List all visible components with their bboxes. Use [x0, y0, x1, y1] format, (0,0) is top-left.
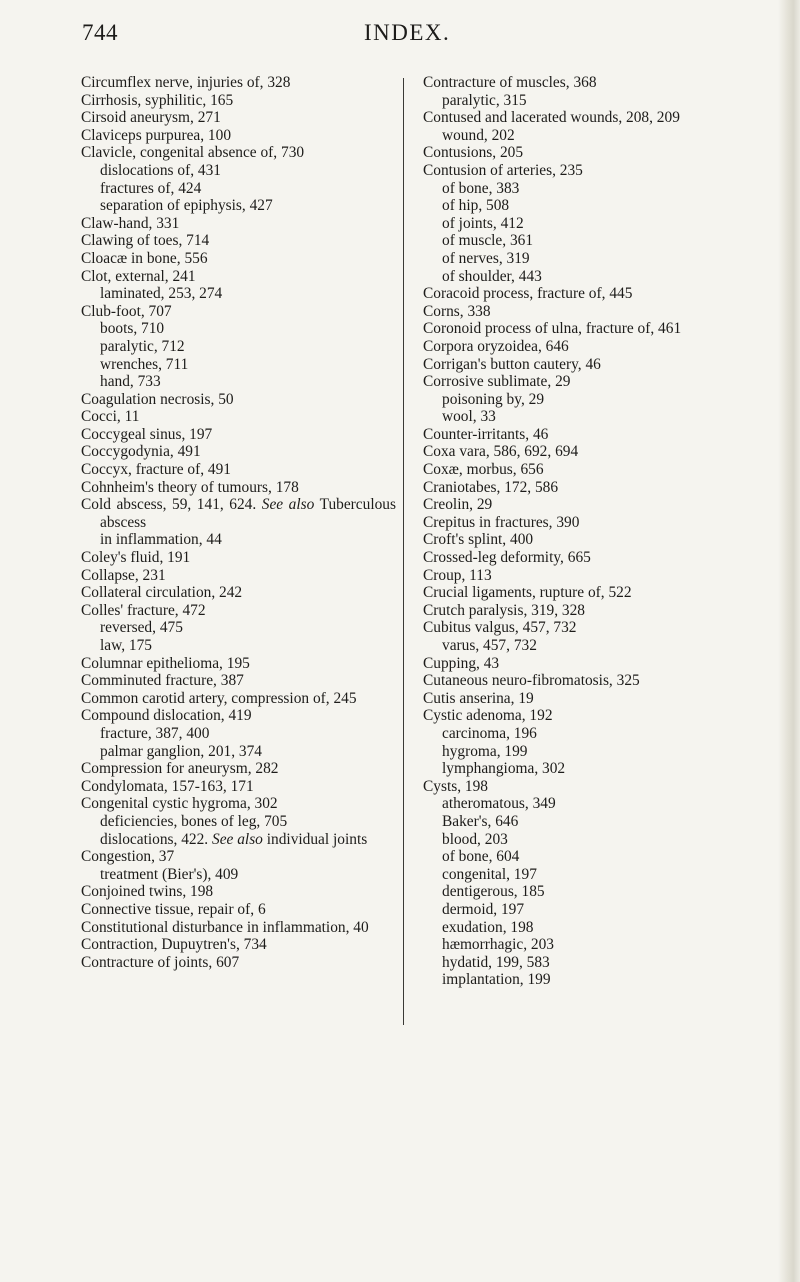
index-entry [423, 514, 763, 532]
index-entry [423, 373, 763, 391]
index-entry-text: Cohnheim's theory of tumours, 178 [81, 478, 299, 496]
index-entry [81, 180, 396, 198]
index-entry-text: Coccygeal sinus, 197 [81, 425, 213, 443]
index-entry-text: Cutaneous neuro-fibromatosis, 325 [423, 672, 640, 690]
index-entry [423, 144, 763, 162]
index-entry [423, 426, 763, 444]
index-entry [81, 338, 396, 356]
index-entry-text: wound, 202 [442, 126, 515, 144]
index-entry [423, 760, 763, 778]
index-entry [423, 496, 763, 514]
index-entry [81, 883, 396, 901]
index-entry-text: Conjoined twins, 198 [81, 883, 214, 901]
index-entry-text: wool, 33 [442, 408, 496, 426]
index-entry-text: Collapse, 231 [81, 566, 166, 584]
index-entry-text: Compression for aneurysm, 282 [81, 760, 279, 778]
index-entry [423, 954, 763, 972]
index-entry-text: Clot, external, 241 [81, 267, 196, 285]
index-entry-text: Croft's splint, 400 [423, 531, 534, 549]
index-entry-text: Corrigan's button cautery, 46 [423, 355, 601, 373]
index-entry [81, 901, 396, 919]
index-entry-text: Corrosive sublimate, 29 [423, 373, 571, 391]
index-entry [81, 725, 396, 743]
index-entry-text: Cloacæ in bone, 556 [81, 249, 208, 267]
index-entry [423, 602, 763, 620]
index-entry [423, 901, 763, 919]
index-entry-text: palmar ganglion, 201, 374 [100, 742, 262, 760]
index-entry-text: Claw-hand, 331 [81, 214, 180, 232]
index-entry-text: Contracture of joints, 607 [81, 953, 240, 971]
index-entry [81, 74, 396, 92]
index-entry [423, 778, 763, 796]
index-entry [423, 443, 763, 461]
index-entry-text: Corpora oryzoidea, 646 [423, 337, 569, 355]
index-entry [423, 303, 763, 321]
index-entry-text: hæmorrhagic, 203 [442, 936, 554, 954]
page-header [0, 20, 800, 60]
index-entry [81, 461, 396, 479]
index-entry-text: Columnar epithelioma, 195 [81, 654, 250, 672]
index-entry [81, 549, 396, 567]
index-entry [81, 637, 396, 655]
index-entry-text: of bone, 383 [442, 179, 520, 197]
index-column-right [423, 74, 763, 989]
index-entry-text: Cutis anserina, 19 [423, 689, 534, 707]
index-entry [423, 619, 763, 637]
index-entry-text: treatment (Bier's), 409 [100, 865, 239, 883]
index-entry [81, 795, 396, 813]
index-entry-text: Cubitus valgus, 457, 732 [423, 619, 577, 637]
index-entry-text: Congestion, 37 [81, 848, 175, 866]
index-entry-text: varus, 457, 732 [442, 637, 537, 654]
index-entry-text: wrenches, 711 [100, 355, 189, 373]
index-entry-text: boots, 710 [100, 320, 165, 338]
index-entry [81, 479, 396, 497]
index-entry [423, 743, 763, 761]
index-entry [81, 391, 396, 409]
index-entry-text: paralytic, 315 [442, 91, 527, 109]
index-entry-text: of shoulder, 443 [442, 267, 542, 285]
page-number: 744 [82, 20, 118, 45]
index-entry-text: of joints, 412 [442, 214, 524, 232]
index-entry [423, 74, 763, 92]
index-entry-text: Cold abscess, 59, 141, 624. [81, 496, 257, 514]
index-entry [81, 743, 396, 761]
index-entry-text: fracture, 387, 400 [100, 724, 210, 742]
index-entry-text: deficiencies, bones of leg, 705 [100, 812, 288, 830]
index-entry [423, 795, 763, 813]
index-entry [81, 162, 396, 180]
index-entry [423, 162, 763, 180]
index-entry-text: Colles' fracture, 472 [81, 601, 206, 619]
index-entry [81, 92, 396, 110]
index-entry [423, 180, 763, 198]
index-entry [423, 567, 763, 585]
see-also-reference: See also [212, 830, 263, 848]
index-entry-text: of nerves, 319 [442, 249, 530, 267]
index-entry-text: Cirsoid aneurysm, 271 [81, 109, 221, 127]
index-entry [423, 549, 763, 567]
index-entry [423, 92, 763, 110]
index-entry-text: Craniotabes, 172, 586 [423, 478, 559, 496]
see-also-target: individual joints [266, 830, 368, 848]
index-entry-text: of hip, 508 [442, 197, 510, 215]
index-entry-text: Cystic adenoma, 192 [423, 707, 553, 725]
index-entry [81, 567, 396, 585]
index-entry-text: hand, 733 [100, 373, 161, 391]
index-entry-text: hydatid, 199, 583 [442, 953, 550, 971]
running-head: INDEX. [364, 20, 451, 45]
index-entry [423, 338, 763, 356]
index-entry [81, 285, 396, 303]
column-divider [403, 78, 404, 1025]
index-entry-text: dislocations, 422. [100, 830, 209, 848]
index-entry-text: dermoid, 197 [442, 900, 525, 918]
index-entry-text: Coxæ, morbus, 656 [423, 461, 544, 479]
index-entry [81, 690, 396, 708]
index-entry-text: Club-foot, 707 [81, 302, 172, 320]
index-entry-text: Contraction, Dupuytren's, 734 [81, 936, 267, 954]
index-entry-text: paralytic, 712 [100, 337, 185, 355]
index-entry-text: Condylomata, 157-163, 171 [81, 777, 254, 795]
index-entry-text: Crutch paralysis, 319, 328 [423, 601, 586, 619]
index-entry-text: Croup, 113 [423, 566, 492, 584]
index-entry [81, 303, 396, 321]
index-entry [423, 285, 763, 303]
index-entry-text: poisoning by, 29 [442, 390, 545, 408]
index-entry-text: Coley's fluid, 191 [81, 549, 191, 567]
index-entry-text: separation of epiphysis, 427 [100, 197, 273, 215]
index-entry-text: Compound dislocation, 419 [81, 707, 252, 725]
index-entry [423, 637, 763, 655]
index-entry [81, 707, 396, 725]
index-entry [81, 954, 396, 972]
index-entry [423, 813, 763, 831]
index-entry [81, 584, 396, 602]
see-also-reference: See also [261, 496, 315, 514]
index-entry [423, 936, 763, 954]
index-entry [423, 672, 763, 690]
index-entry-text: laminated, 253, 274 [100, 285, 223, 303]
index-entry-text: implantation, 199 [442, 971, 551, 989]
index-entry-text: Cupping, 43 [423, 654, 500, 672]
index-entry [423, 320, 763, 338]
index-entry [81, 320, 396, 338]
index-entry [423, 690, 763, 708]
index-entry [81, 866, 396, 884]
index-entry [81, 655, 396, 673]
index-entry [81, 531, 396, 549]
index-entry [81, 144, 396, 162]
index-entry-text: carcinoma, 196 [442, 724, 537, 742]
index-entry-text: Cysts, 198 [423, 777, 488, 795]
index-entry [81, 250, 396, 268]
index-entry-text: reversed, 475 [100, 619, 183, 637]
index-entry-text: Coagulation necrosis, 50 [81, 390, 234, 408]
index-entry [423, 831, 763, 849]
page-edge-shadow [778, 0, 800, 1282]
index-entry-text: Crepitus in fractures, 390 [423, 513, 580, 531]
index-entry-text: hygroma, 199 [442, 742, 528, 760]
index-entry [423, 707, 763, 725]
index-entry-text: Baker's, 646 [442, 812, 519, 830]
index-entry-text: Congenital cystic hygroma, 302 [81, 795, 278, 813]
index-entry-text: Cirrhosis, syphilitic, 165 [81, 91, 234, 109]
index-entry [81, 602, 396, 620]
index-entry-text: Corns, 338 [423, 302, 491, 320]
index-entry [81, 672, 396, 690]
index-entry [423, 725, 763, 743]
index-entry [81, 619, 396, 637]
index-entry [81, 109, 396, 127]
index-entry-text: Contused and lacerated wounds, 208, 209 [423, 109, 680, 127]
index-entry [423, 197, 763, 215]
index-entry [81, 848, 396, 866]
index-entry-text: Contracture of muscles, 368 [423, 74, 597, 91]
index-entry-text: lymphangioma, 302 [442, 760, 566, 778]
index-entry [81, 443, 396, 461]
index-entry [423, 127, 763, 145]
index-entry [423, 268, 763, 286]
index-entry [423, 848, 763, 866]
index-entry-text: of bone, 604 [442, 848, 520, 866]
index-entry-text: dentigerous, 185 [442, 883, 545, 901]
index-entry [81, 496, 396, 531]
index-column-left [81, 74, 396, 971]
index-entry-text: Contusion of arteries, 235 [423, 161, 583, 179]
index-entry [81, 373, 396, 391]
index-entry [423, 531, 763, 549]
index-entry-text: Coccygodynia, 491 [81, 443, 201, 461]
index-entry-text: Coracoid process, fracture of, 445 [423, 285, 633, 303]
see-also-target: Tuberculous abscess [100, 496, 396, 531]
index-entry [81, 127, 396, 145]
index-entry [423, 356, 763, 374]
index-entry [423, 250, 763, 268]
index-entry-text: of muscle, 361 [442, 232, 534, 250]
index-entry-text: congenital, 197 [442, 865, 537, 883]
index-entry-text: dislocations of, 431 [100, 161, 221, 179]
index-entry [81, 268, 396, 286]
index-entry-text: Clavicle, congenital absence of, 730 [81, 144, 305, 162]
index-entry-text: Coronoid process of ulna, fracture of, 461 [423, 320, 682, 338]
index-entry [81, 813, 396, 831]
index-entry [81, 356, 396, 374]
index-entry [423, 919, 763, 937]
index-entry-text: fractures of, 424 [100, 179, 202, 197]
index-entry-text: Counter-irritants, 46 [423, 425, 549, 443]
index-entry-text: in inflammation, 44 [100, 531, 222, 549]
index-entry [423, 232, 763, 250]
index-entry-text: law, 175 [100, 637, 153, 654]
index-entry-text: Connective tissue, repair of, 6 [81, 900, 266, 918]
index-entry [423, 408, 763, 426]
index-entry-text: Crossed-leg deformity, 665 [423, 549, 591, 567]
index-entry [81, 919, 396, 937]
index-entry [423, 479, 763, 497]
index-entry [81, 778, 396, 796]
index-entry [81, 408, 396, 426]
index-entry [423, 391, 763, 409]
index-entry-text: Collateral circulation, 242 [81, 584, 243, 602]
index-entry [423, 883, 763, 901]
index-entry-text: Clawing of toes, 714 [81, 232, 210, 250]
index-entry-text: Cocci, 11 [81, 408, 140, 426]
index-entry-text: Claviceps purpurea, 100 [81, 126, 232, 144]
index-entry [423, 109, 763, 127]
index-entry [81, 831, 396, 849]
index-entry [423, 655, 763, 673]
index-entry-text: Comminuted fracture, 387 [81, 672, 244, 690]
index-entry-text: blood, 203 [442, 830, 508, 848]
index-entry [81, 760, 396, 778]
index-entry [81, 215, 396, 233]
index-entry-text: Crucial ligaments, rupture of, 522 [423, 584, 632, 602]
index-entry [81, 936, 396, 954]
index-entry [423, 584, 763, 602]
index-entry-text: Constitutional disturbance in inflammation, 40 [81, 918, 369, 936]
index-entry-text: exudation, 198 [442, 918, 534, 936]
index-entry [81, 232, 396, 250]
index-entry-text: Circumflex nerve, injuries of, 328 [81, 74, 291, 91]
index-entry [423, 461, 763, 479]
index-entry [423, 971, 763, 989]
index-entry [81, 426, 396, 444]
index-entry-text: Coxa vara, 586, 692, 694 [423, 443, 579, 461]
index-entry-text: Common carotid artery, compression of, 245 [81, 689, 357, 707]
index-entry [81, 197, 396, 215]
index-entry-text: Coccyx, fracture of, 491 [81, 461, 231, 479]
index-entry [423, 866, 763, 884]
index-entry [423, 215, 763, 233]
index-entry-text: Creolin, 29 [423, 496, 493, 514]
index-entry-text: Contusions, 205 [423, 144, 524, 162]
index-entry-text: atheromatous, 349 [442, 795, 556, 813]
